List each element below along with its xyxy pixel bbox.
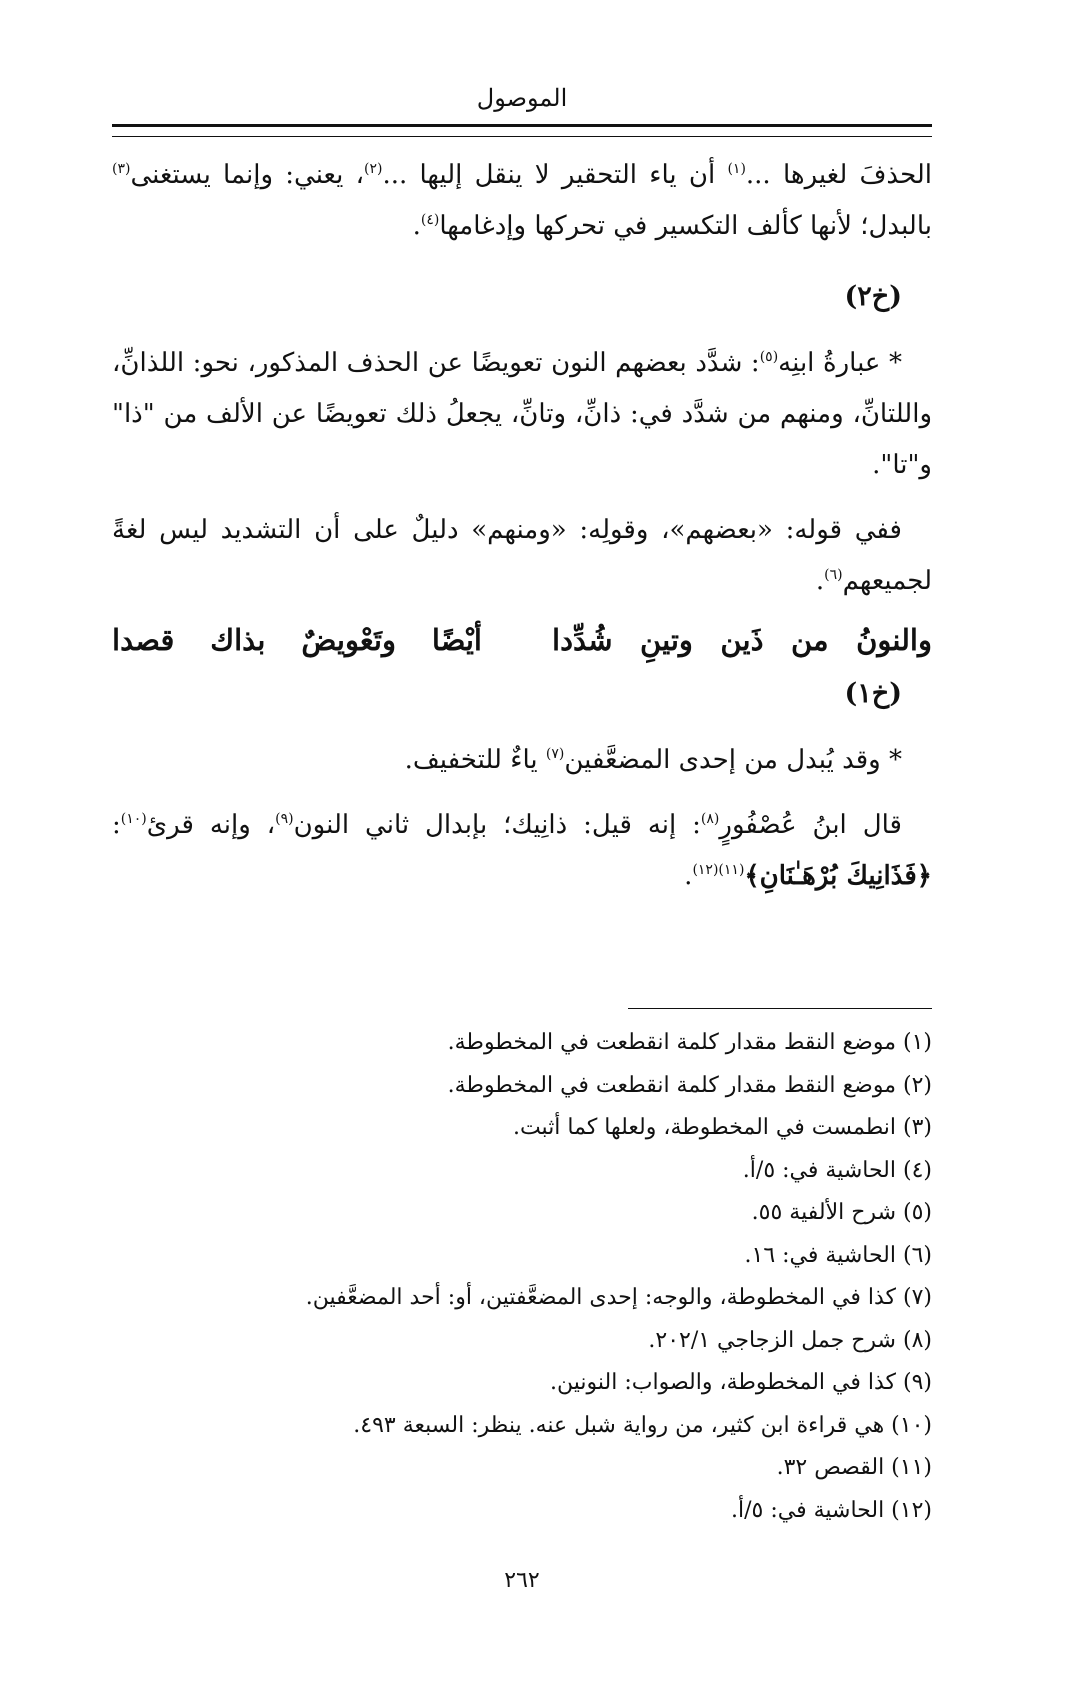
verse-second-hemistich: أيْضًا وتَعْويضٌ بذاك قصدا (112, 623, 482, 657)
footnote-item: (١١) القصص ٣٢. (776, 1455, 932, 1480)
paragraph-4: * وقد يُبدل من إحدى المضعَّفين$^{(٧)}$ ياءٌ للتخفيف. (404, 745, 902, 775)
paragraph-2: * عبارةُ ابنِه$^{(٥)}$: شدَّد بعضهم النون تعويضًا عن الحذف المذكور، نحو: اللذانِّ، واللتانِّ، ومنهم من شدَّد في: ذانِّ، وتانِّ، يجعلُ ذلك تعويضًا عن الألف من "ذا" و"تا". (112, 348, 932, 480)
footnote-item: (٥) شرح الألفية ٥٥. (751, 1200, 932, 1225)
paragraph-1: الحذفَ لغيرها ...$^{(١)}$ أن ياء التحقير لا ينقل إليها ...$^{(٢)}$، يعني: وإنما يستغنى$^{(٣)}$ بالبدل؛ لأنها كألف التكسير في تحركها وإدغامها$^{(٤)}$. (112, 160, 933, 241)
manuscript-marker: (خ٢) (844, 281, 902, 312)
footnote-ref: (٩) (275, 811, 294, 827)
footnote-item: (٢) موضع النقط مقدار كلمة انقطعت في المخطوطة. (447, 1072, 932, 1098)
footnote-ref: (٧) (545, 746, 565, 762)
footnotes (112, 1022, 932, 1532)
footnote-ref: (٨) (700, 811, 720, 827)
footnote-ref: (١) (727, 161, 746, 177)
footnote-item: (٤) الحاشية في: ٥/أ. (742, 1157, 932, 1183)
page-number: ٢٦٢ (504, 1568, 540, 1593)
manuscript-marker: (خ١) (844, 678, 902, 709)
footnote-item: (٩) كذا في المخطوطة، والصواب: النونين. (550, 1370, 932, 1395)
quran-quote: ﴿فَذَانِيكَ بُرْهَـٰنَانِ﴾ (744, 861, 932, 891)
paragraph-3: ففي قوله: «بعضهم»، وقولِه: «ومنهم» دليلٌ على أن التشديد ليس لغةً لجميعهم$^{(٦)}$. (112, 515, 932, 596)
footnote-ref: (٥) (759, 349, 779, 365)
footnote-item: (٣) انطمست في المخطوطة، ولعلها كما أثبت. (512, 1115, 932, 1140)
main-text (112, 150, 932, 902)
footnote-ref: (١١)(١٢) (692, 862, 745, 878)
footnote-ref: (٦) (824, 567, 843, 583)
footnote-ref: (٤) (420, 212, 440, 228)
footnote-ref: (٣) (112, 161, 131, 177)
footnote-item: (١٢) الحاشية في: ٥/أ. (730, 1497, 932, 1523)
footnote-item: (٦) الحاشية في: ١٦. (744, 1242, 932, 1268)
footnote-ref: (٢) (363, 161, 383, 177)
paragraph-5: قال ابنُ عُصْفُورٍ$^{(٨)}$: إنه قيل: ذانِيك؛ بإبدال ثاني النون$^{(٩)}$، وإنه قرئ$^{(١٠)}$: ﴿فَذَانِيكَ بُرْهَـٰنَانِ﴾$^{(١١)(١٢)}$. (112, 810, 932, 891)
footnote-item: (٧) كذا في المخطوطة، والوجه: إحدى المضعَّفتين، أو: أحد المضعَّفين. (305, 1285, 932, 1310)
footnote-item: (٨) شرح جمل الزجاجي ٢٠٢/١. (648, 1327, 932, 1353)
poem-verse (112, 613, 932, 667)
header-rule-thin (112, 136, 932, 137)
footnote-item: (١٠) هي قراءة ابن كثير، من رواية شبل عنه. ينظر: السبعة ٤٩٣. (353, 1412, 932, 1438)
footnote-separator (628, 1008, 932, 1009)
header-rule-thick (112, 124, 932, 127)
running-header: الموصول (476, 84, 568, 112)
footnote-ref: (١٠) (120, 811, 147, 827)
footnote-item: (١) موضع النقط مقدار كلمة انقطعت في المخطوطة. (447, 1030, 932, 1055)
verse-first-hemistich: والنونُ من ذَين وتينِ شُدِّدا (552, 623, 932, 657)
